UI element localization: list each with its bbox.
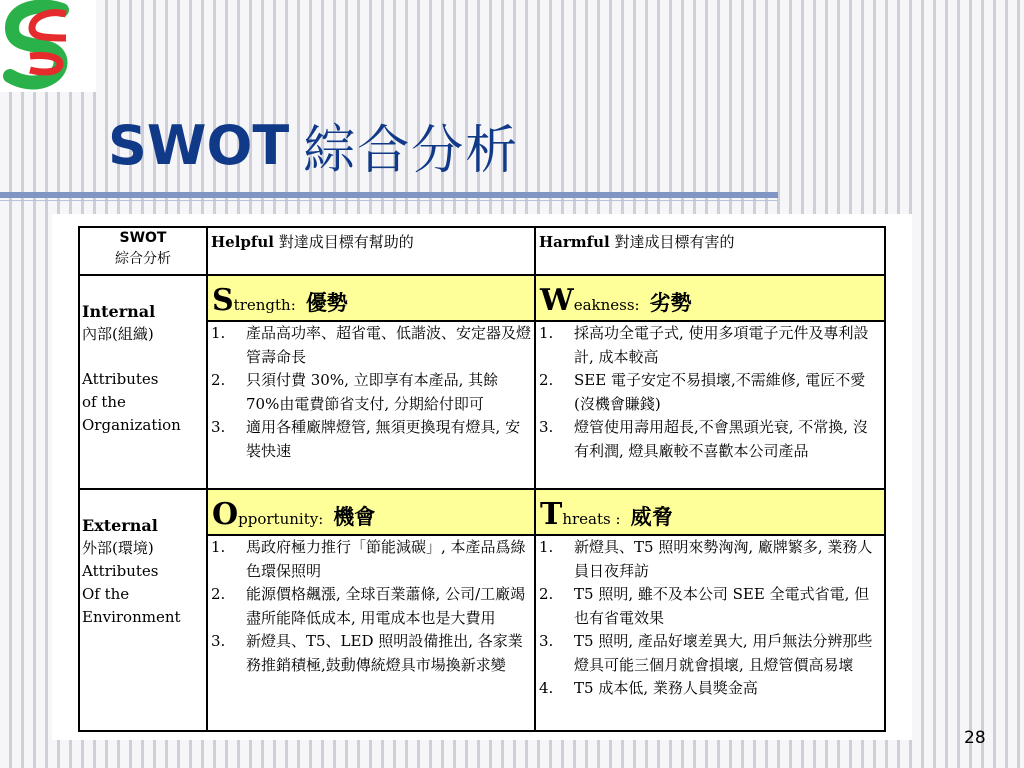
slide-title-en: SWOT [108, 114, 290, 177]
internal-side-cell [79, 275, 207, 489]
list-item: 4. T5 成本低, 業務人員獎金高 [539, 679, 758, 697]
threats-cell [535, 535, 885, 731]
page-number: 28 [964, 728, 986, 748]
slide-title-zh: 綜合分析 [303, 121, 520, 181]
list-item: 3. 燈管使用壽用超長,不會黑頭光衰, 不常換, 沒有利潤, 燈具廠較不喜歡本公司產品 [539, 418, 868, 460]
external-side-cell [79, 489, 207, 731]
strength-cell [207, 321, 535, 489]
strength-rest: trength: [233, 295, 296, 314]
corner-line1: SWOT [119, 230, 167, 246]
weakness-cap: W [540, 282, 574, 318]
external-line1: Attributes [82, 562, 159, 580]
weakness-cell [535, 321, 885, 489]
helpful-header [207, 227, 535, 275]
opportunity-list [208, 536, 534, 677]
list-item: 3. 適用各種廠牌燈管, 無須更換現有燈具, 安裝快速 [211, 418, 521, 460]
list-item: 2. SEE 電子安定不易損壞,不需維修, 電匠不愛 (沒機會賺錢) [539, 371, 866, 413]
company-logo-icon [0, 0, 96, 92]
list-item: 1. 採高功全電子式, 使用多項電子元件及專利設計, 成本較高 [539, 324, 869, 366]
helpful-bold: Helpful [211, 233, 274, 251]
title-divider-thin [0, 200, 778, 201]
strength-cap: S [212, 282, 234, 318]
swot-table [78, 226, 886, 732]
harmful-bold: Harmful [539, 233, 610, 251]
list-item: 2. 只須付費 30%, 立即享有本產品, 其餘 70%由電費節省支付, 分期給付即可 [211, 371, 499, 413]
internal-label: Internal [82, 302, 156, 321]
harmful-text: 對達成目標有害的 [614, 233, 735, 251]
company-logo [0, 0, 96, 92]
weakness-zh: 劣勢 [649, 289, 692, 315]
list-item: 1. 產品高功率、超省電、低諧波、安定器及燈管壽命長 [211, 324, 532, 366]
threats-cap: T [540, 496, 563, 532]
list-item: 1. 新燈具、T5 照明來勢洶洶, 廠牌繁多, 業務人員日夜拜訪 [539, 538, 873, 580]
opportunity-title [207, 489, 535, 535]
external-label-zh: 外部(環境) [82, 539, 154, 557]
opportunity-cap: O [212, 496, 239, 532]
external-label: External [82, 516, 158, 535]
list-item: 3. T5 照明, 產品好壞差異大, 用戶無法分辨那些燈具可能三個月就會損壞, 且燈管價高易壞 [539, 632, 873, 674]
harmful-header [535, 227, 885, 275]
strength-title [207, 275, 535, 321]
internal-line1: Attributes [82, 370, 159, 388]
threats-title [535, 489, 885, 535]
list-item: 3. 新燈具、T5、LED 照明設備推出, 各家業務推銷積極,鼓動傳統燈具市場換新求變 [211, 632, 523, 674]
list-item: 1. 馬政府極力推行「節能減碳」, 本產品爲綠色環保照明 [211, 538, 526, 580]
weakness-title [535, 275, 885, 321]
opportunity-zh: 機會 [333, 503, 376, 529]
threats-zh: 威脅 [630, 503, 673, 529]
threats-rest: hreats : [562, 509, 621, 528]
internal-line3: Organization [82, 416, 181, 434]
corner-line2: 綜合分析 [115, 251, 171, 267]
opportunity-rest: pportunity: [238, 509, 324, 528]
internal-label-zh: 內部(組織) [82, 325, 154, 343]
slide-title [108, 108, 520, 181]
title-divider [0, 192, 778, 198]
external-line2: Of the [82, 585, 130, 603]
helpful-text: 對達成目標有幫助的 [278, 233, 414, 251]
external-line3: Environment [82, 608, 181, 626]
internal-line2: of the [82, 393, 126, 411]
corner-cell [79, 227, 207, 275]
weakness-list [536, 322, 884, 463]
strength-list [208, 322, 534, 463]
list-item: 2. 能源價格飆漲, 全球百業蕭條, 公司/工廠竭盡所能降低成本, 用電成本也是大費用 [211, 585, 526, 627]
list-item: 2. T5 照明, 雖不及本公司 SEE 全電式省電, 但也有省電效果 [539, 585, 870, 627]
weakness-rest: eakness: [573, 295, 640, 314]
threats-list [536, 536, 884, 701]
opportunity-cell [207, 535, 535, 731]
strength-zh: 優勢 [305, 289, 348, 315]
